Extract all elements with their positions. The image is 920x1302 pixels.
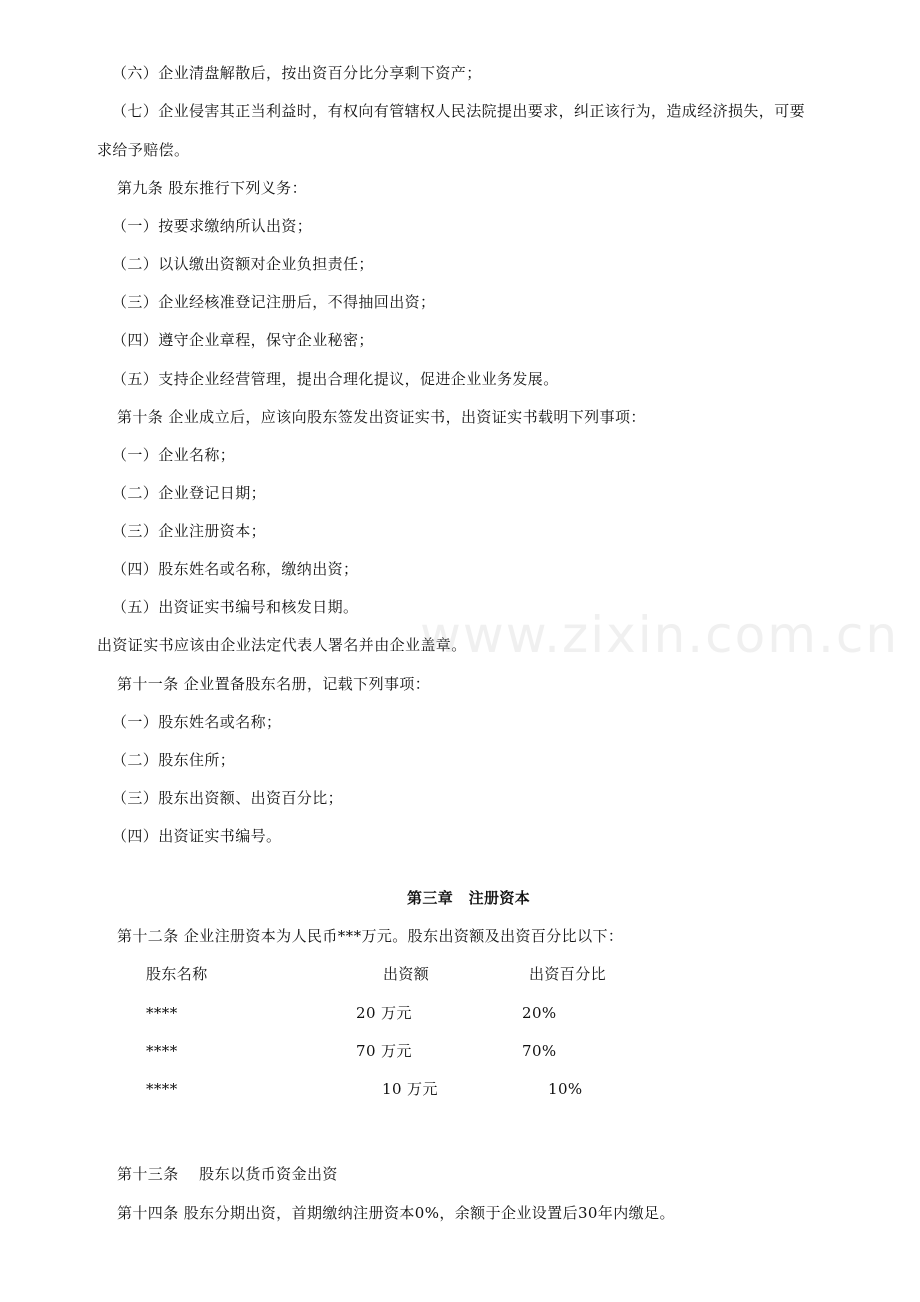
article-9-item-1: （一）按要求缴纳所认出资； bbox=[112, 217, 313, 235]
article-11-item-4: （四）出资证实书编号。 bbox=[112, 827, 282, 845]
article-10-heading: 第十条 企业成立后，应该向股东签发出资证实书，出资证实书载明下列事项： bbox=[117, 408, 646, 426]
clause-6-line: （六）企业清盘解散后，按出资百分比分享剩下资产； bbox=[112, 64, 482, 82]
article-9-heading: 第九条 股东推行下列义务： bbox=[117, 179, 307, 197]
table-cell-name: **** bbox=[146, 1042, 178, 1060]
table-header-percent: 出资百分比 bbox=[529, 965, 607, 983]
table-cell-percent: 70% bbox=[522, 1042, 557, 1060]
table-cell-name: **** bbox=[146, 1004, 178, 1022]
table-header-amount: 出资额 bbox=[383, 965, 430, 983]
chapter-title: 第三章 注册资本 bbox=[407, 889, 531, 907]
article-10-item-1: （一）企业名称； bbox=[112, 446, 236, 464]
article-11-item-3: （三）股东出资额、出资百分比； bbox=[112, 789, 344, 807]
article-11-item-1: （一）股东姓名或名称； bbox=[112, 713, 282, 731]
watermark: www.zixin.com.cn bbox=[420, 606, 900, 664]
article-10-item-4: （四）股东姓名或名称，缴纳出资； bbox=[112, 560, 359, 578]
table-cell-amount: 70 万元 bbox=[356, 1042, 412, 1060]
article-9-item-2: （二）以认缴出资额对企业负担责任； bbox=[112, 255, 374, 273]
article-13-line: 第十三条 股东以货币资金出资 bbox=[117, 1165, 338, 1183]
clause-7-line: （七）企业侵害其正当利益时，有权向有管辖权人民法院提出要求，纠正该行为，造成经济损失，可要 bbox=[112, 102, 806, 120]
table-cell-name: **** bbox=[146, 1080, 178, 1098]
table-header-name: 股东名称 bbox=[146, 965, 208, 983]
table-cell-amount: 10 万元 bbox=[382, 1080, 438, 1098]
article-10-note: 出资证实书应该由企业法定代表人署名并由企业盖章。 bbox=[97, 636, 467, 654]
article-14-line: 第十四条 股东分期出资，首期缴纳注册资本0%，余额于企业设置后30年内缴足。 bbox=[117, 1204, 675, 1222]
table-cell-percent: 20% bbox=[522, 1004, 557, 1022]
table-cell-percent: 10% bbox=[548, 1080, 583, 1098]
article-11-heading: 第十一条 企业置备股东名册，记载下列事项： bbox=[117, 675, 431, 693]
article-9-item-4: （四）遵守企业章程，保守企业秘密； bbox=[112, 331, 374, 349]
article-9-item-5: （五）支持企业经营管理，提出合理化提议，促进企业业务发展。 bbox=[112, 370, 559, 388]
clause-7-continuation: 求给予赔偿。 bbox=[97, 141, 190, 159]
article-12-heading: 第十二条 企业注册资本为人民币***万元。股东出资额及出资百分比以下： bbox=[117, 927, 624, 945]
table-cell-amount: 20 万元 bbox=[356, 1004, 412, 1022]
article-10-item-5: （五）出资证实书编号和核发日期。 bbox=[112, 598, 359, 616]
article-10-item-3: （三）企业注册资本； bbox=[112, 522, 267, 540]
article-9-item-3: （三）企业经核准登记注册后，不得抽回出资； bbox=[112, 293, 436, 311]
article-10-item-2: （二）企业登记日期； bbox=[112, 484, 267, 502]
article-11-item-2: （二）股东住所； bbox=[112, 751, 236, 769]
